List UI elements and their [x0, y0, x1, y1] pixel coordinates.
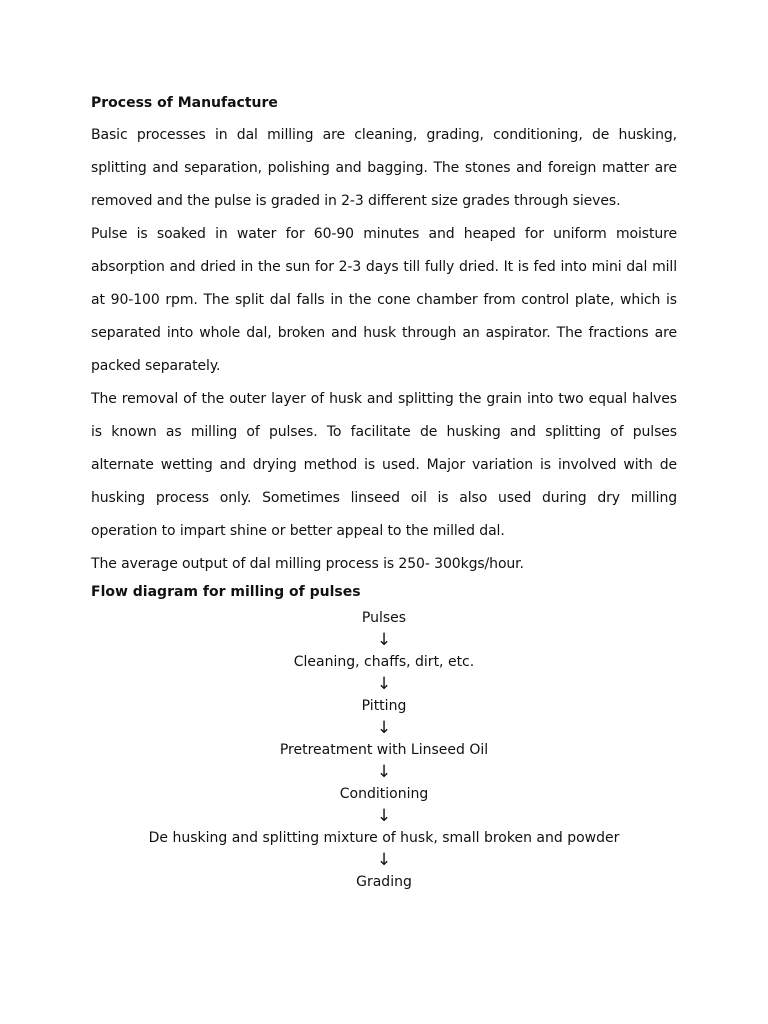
paragraph-soaking: Pulse is soaked in water for 60-90 minutes and heaped for uniform moisture absorption and dried in the sun for 2-3 days till fully dried. It is fed into mini dal mill at 90-100 rpm. The split dal falls in the cone chamber from control plate, which is separated into whole dal, broken and husk through an aspirator. The fractions are packed separately.	[91, 226, 677, 374]
document-page	[91, 92, 677, 893]
flow-step-pretreatment: Pretreatment with Linseed Oil	[279, 742, 489, 758]
down-arrow-icon: ↓	[376, 718, 392, 738]
paragraph-average-output: The average output of dal milling process is 250- 300kgs/hour.	[91, 556, 524, 572]
flow-step-pitting: Pitting	[361, 698, 407, 714]
down-arrow-icon: ↓	[376, 850, 392, 870]
page-title: Process of Manufacture	[91, 95, 278, 111]
flow-step-grading: Grading	[356, 874, 412, 890]
down-arrow-icon: ↓	[376, 674, 392, 694]
paragraph-basic-processes: Basic processes in dal milling are cleaning, grading, conditioning, de husking, splitting and separation, polishing and bagging. The stones and foreign matter are removed and the pulse is graded in 2-3 different size grades through sieves.	[91, 127, 677, 209]
down-arrow-icon: ↓	[376, 806, 392, 826]
paragraph-milling-definition: The removal of the outer layer of husk and splitting the grain into two equal halves is known as milling of pulses. To facilitate de husking and splitting of pulses alternate wetting and drying method is used. Major variation is involved with de husking process only. Sometimes linseed oil is also used during dry milling operation to impart shine or better appeal to the milled dal.	[91, 391, 677, 539]
flow-step-pulses: Pulses	[361, 610, 407, 626]
flow-step-cleaning: Cleaning, chaffs, dirt, etc.	[293, 654, 475, 670]
flow-diagram-heading: Flow diagram for milling of pulses	[91, 584, 361, 600]
flow-step-conditioning: Conditioning	[339, 786, 429, 802]
flow-step-dehusking: De husking and splitting mixture of husk, small broken and powder	[148, 830, 620, 846]
down-arrow-icon: ↓	[376, 630, 392, 650]
down-arrow-icon: ↓	[376, 762, 392, 782]
flow-diagram	[91, 607, 677, 893]
